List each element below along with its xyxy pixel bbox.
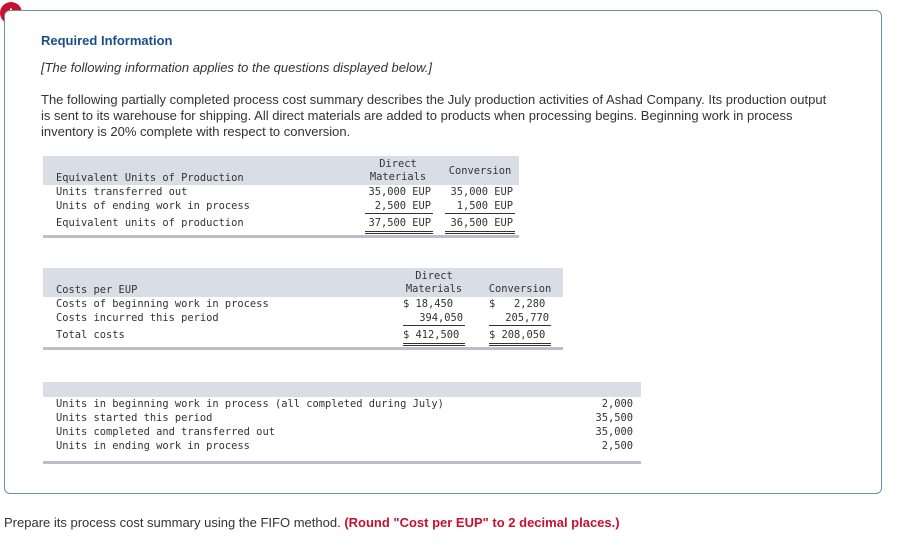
cost-row-conv: 205,770 bbox=[505, 312, 549, 324]
cost-row-dm: 394,050 bbox=[419, 312, 463, 324]
eup-col-conv: Conversion bbox=[448, 165, 512, 177]
units-row-label: Units started this period bbox=[56, 412, 213, 424]
cost-total-line-dm bbox=[403, 343, 465, 346]
units-header-bar bbox=[43, 382, 641, 397]
eup-table bbox=[43, 156, 519, 238]
cost-row-conv: $ 208,050 bbox=[489, 329, 546, 341]
cost-subtotal-line-conv bbox=[489, 325, 551, 326]
eup-col-dm-line2: Materials bbox=[369, 171, 427, 183]
cost-row-dm: $ 18,450 bbox=[403, 298, 454, 310]
eup-col-dm-line1: Direct bbox=[379, 158, 417, 170]
eup-row-label: Units transferred out bbox=[56, 186, 188, 198]
eup-row-conv: 1,500 EUP bbox=[456, 200, 513, 212]
units-row-label: Units completed and transferred out bbox=[56, 426, 275, 438]
rounding-note: (Round "Cost per EUP" to 2 decimal places.) bbox=[344, 515, 620, 530]
eup-row-dm: 37,500 EUP bbox=[368, 217, 431, 229]
units-row-value: 35,500 bbox=[595, 412, 633, 424]
cost-table bbox=[43, 268, 563, 350]
eup-total-line-dm bbox=[365, 231, 433, 234]
units-bottom-bar bbox=[43, 461, 641, 464]
eup-bottom-bar bbox=[43, 235, 519, 238]
eup-subtotal-line-dm bbox=[365, 213, 433, 214]
eup-row-conv: 36,500 EUP bbox=[450, 217, 513, 229]
eup-row-label: Equivalent units of production bbox=[56, 217, 244, 229]
cost-row-dm: $ 412,500 bbox=[403, 329, 460, 341]
eup-subtotal-line-conv bbox=[445, 213, 515, 214]
cost-col-conv: Conversion bbox=[488, 283, 552, 295]
eup-row-dm: 35,000 EUP bbox=[368, 186, 431, 198]
eup-row-conv: 35,000 EUP bbox=[450, 186, 513, 198]
cost-row-label: Total costs bbox=[56, 329, 125, 341]
cost-row-label: Costs of beginning work in process bbox=[56, 298, 269, 310]
eup-row-label: Units of ending work in process bbox=[56, 200, 250, 212]
section-heading: Required Information bbox=[41, 33, 173, 48]
units-row-label: Units in beginning work in process (all completed during July) bbox=[56, 398, 444, 410]
eup-total-line-conv bbox=[445, 231, 515, 234]
cost-col-dm-line1: Direct bbox=[415, 270, 453, 282]
instruction-text: Prepare its process cost summary using the FIFO method. bbox=[4, 515, 341, 530]
units-row-label: Units in ending work in process bbox=[56, 440, 250, 452]
units-table bbox=[43, 382, 641, 466]
cost-bottom-bar bbox=[43, 347, 563, 350]
eup-row-label: Equivalent Units of Production bbox=[56, 172, 244, 184]
cost-row-label: Costs per EUP bbox=[56, 284, 138, 296]
units-row-value: 35,000 bbox=[595, 426, 633, 438]
footer-instruction bbox=[4, 515, 620, 530]
cost-subtotal-line-dm bbox=[403, 325, 465, 326]
units-row-value: 2,500 bbox=[601, 440, 633, 452]
sub-note: [The following information applies to the questions displayed below.] bbox=[41, 60, 432, 75]
cost-total-line-conv bbox=[489, 343, 551, 346]
units-row-value: 2,000 bbox=[601, 398, 633, 410]
cost-col-dm-line2: Materials bbox=[405, 283, 463, 295]
eup-row-dm: 2,500 EUP bbox=[374, 200, 431, 212]
description-paragraph: The following partially completed process cost summary describes the July production activities of Ashad Company. Its production output is sent to its warehouse for shipping. All direct materials are added to products when processing begins. Beginning work in process inventory is 20% complete with respect to conversion. bbox=[41, 92, 827, 139]
cost-row-label: Costs incurred this period bbox=[56, 312, 219, 324]
cost-row-conv: $ 2,280 bbox=[489, 298, 546, 310]
